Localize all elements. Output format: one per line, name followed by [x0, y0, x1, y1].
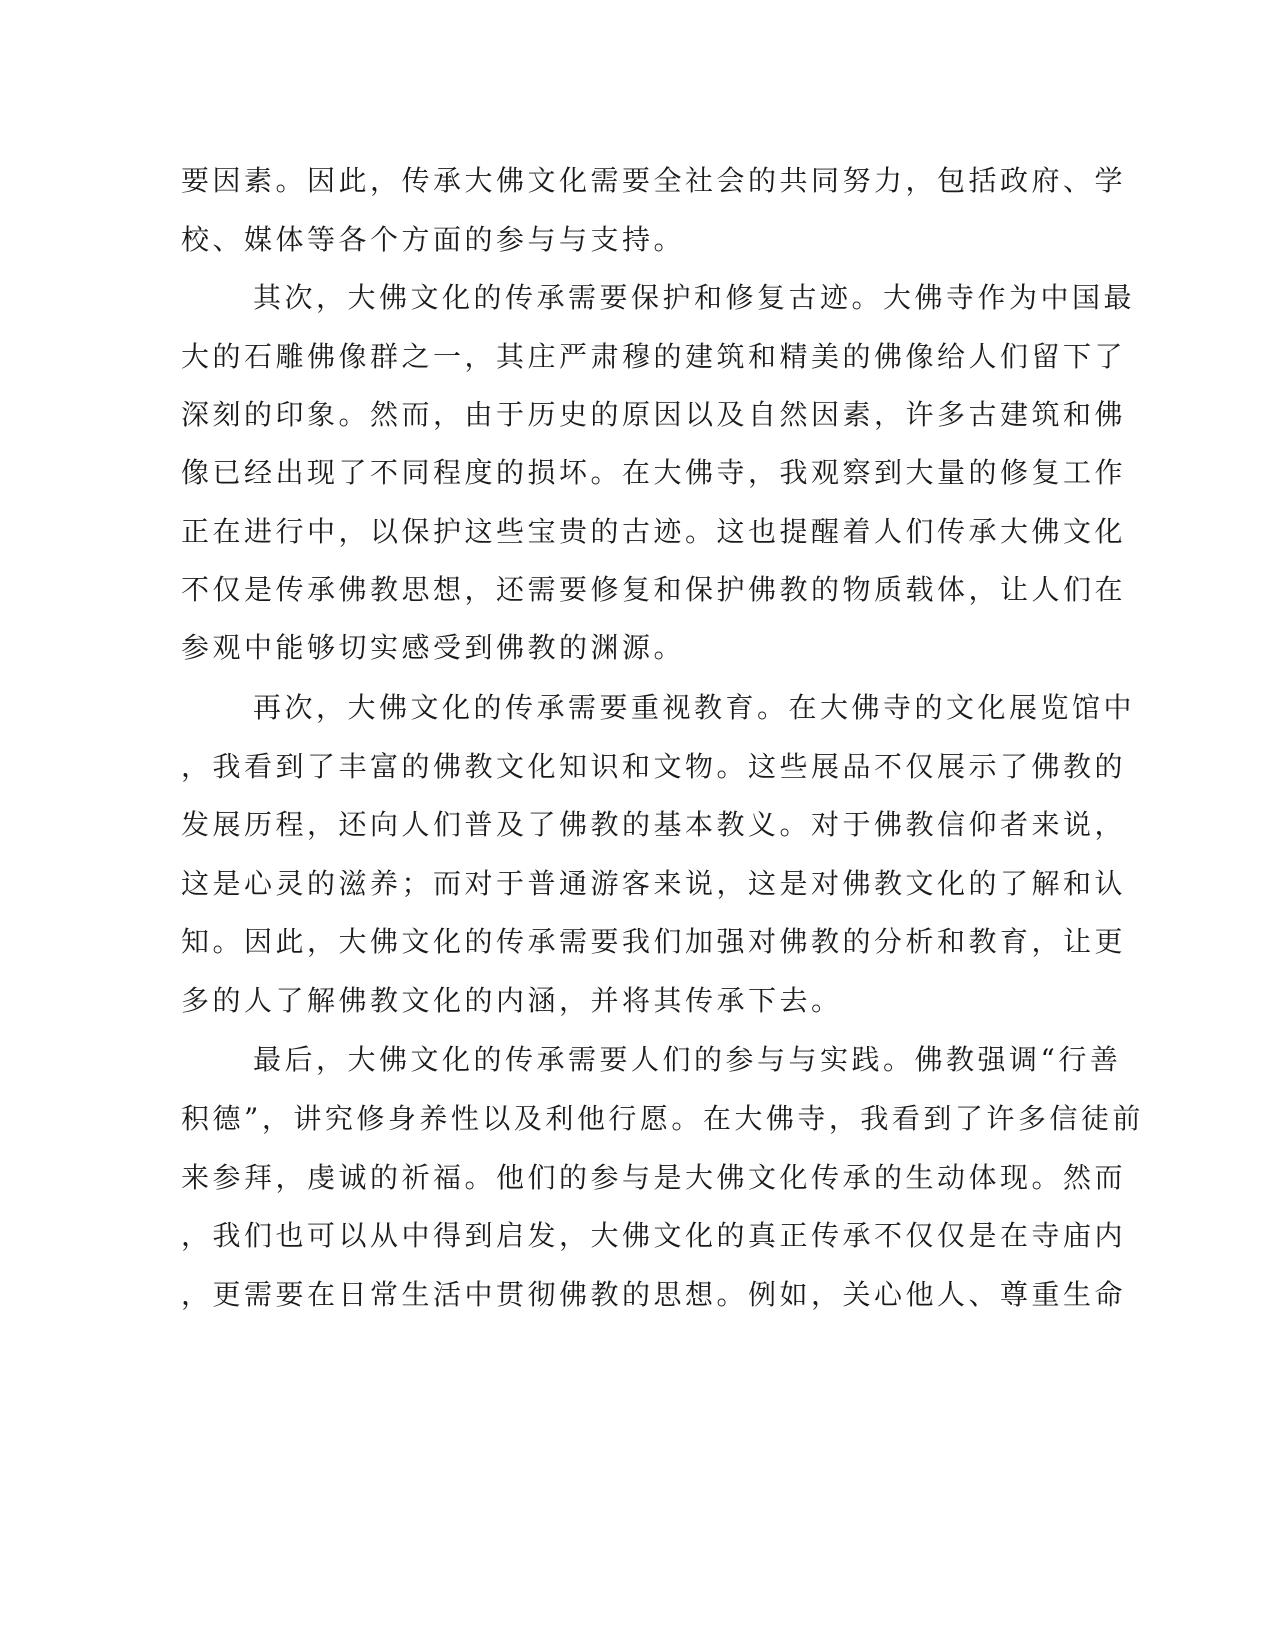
- paragraph-first-line: 其次，大佛文化的传承需要保护和修复古迹。大佛寺作为中国最: [253, 281, 1136, 314]
- text-line: 这是心灵的滋养；而对于普通游客来说，这是对佛教文化的了解和认: [181, 867, 1127, 900]
- text-line: 要因素。因此，传承大佛文化需要全社会的共同努力，包括政府、学: [181, 164, 1127, 197]
- text-line: 像已经出现了不同程度的损坏。在大佛寺，我观察到大量的修复工作: [181, 456, 1127, 489]
- text-line: 不仅是传承佛教思想，还需要修复和保护佛教的物质载体，让人们在: [181, 573, 1127, 606]
- text-line: 校、媒体等各个方面的参与与支持。: [181, 223, 686, 256]
- text-line: ，我看到了丰富的佛教文化知识和文物。这些展品不仅展示了佛教的: [181, 750, 1127, 783]
- text-line: ，更需要在日常生活中贯彻佛教的思想。例如，关心他人、尊重生命: [181, 1278, 1127, 1311]
- text-line: 发展历程，还向人们普及了佛教的基本教义。对于佛教信仰者来说，: [181, 808, 1127, 841]
- paragraph-first-line: 最后，大佛文化的传承需要人们的参与与实践。佛教强调“行善: [253, 1043, 1122, 1076]
- text-line: 积德”，讲究修身养性以及利他行愿。在大佛寺，我看到了许多信徒前: [181, 1102, 1144, 1135]
- text-line: 来参拜，虔诚的祈福。他们的参与是大佛文化传承的生动体现。然而: [181, 1161, 1127, 1194]
- text-line: ，我们也可以从中得到启发，大佛文化的真正传承不仅仅是在寺庙内: [181, 1219, 1127, 1252]
- text-line: 多的人了解佛教文化的内涵，并将其传承下去。: [181, 984, 843, 1017]
- text-line: 知。因此，大佛文化的传承需要我们加强对佛教的分析和教育，让更: [181, 925, 1127, 958]
- text-line: 正在进行中，以保护这些宝贵的古迹。这也提醒着人们传承大佛文化: [181, 515, 1127, 548]
- text-line: 大的石雕佛像群之一，其庄严肃穆的建筑和精美的佛像给人们留下了: [181, 340, 1127, 373]
- paragraph-first-line: 再次，大佛文化的传承需要重视教育。在大佛寺的文化展览馆中: [253, 691, 1136, 724]
- text-line: 深刻的印象。然而，由于历史的原因以及自然因素，许多古建筑和佛: [181, 398, 1127, 431]
- text-line: 参观中能够切实感受到佛教的渊源。: [181, 631, 686, 664]
